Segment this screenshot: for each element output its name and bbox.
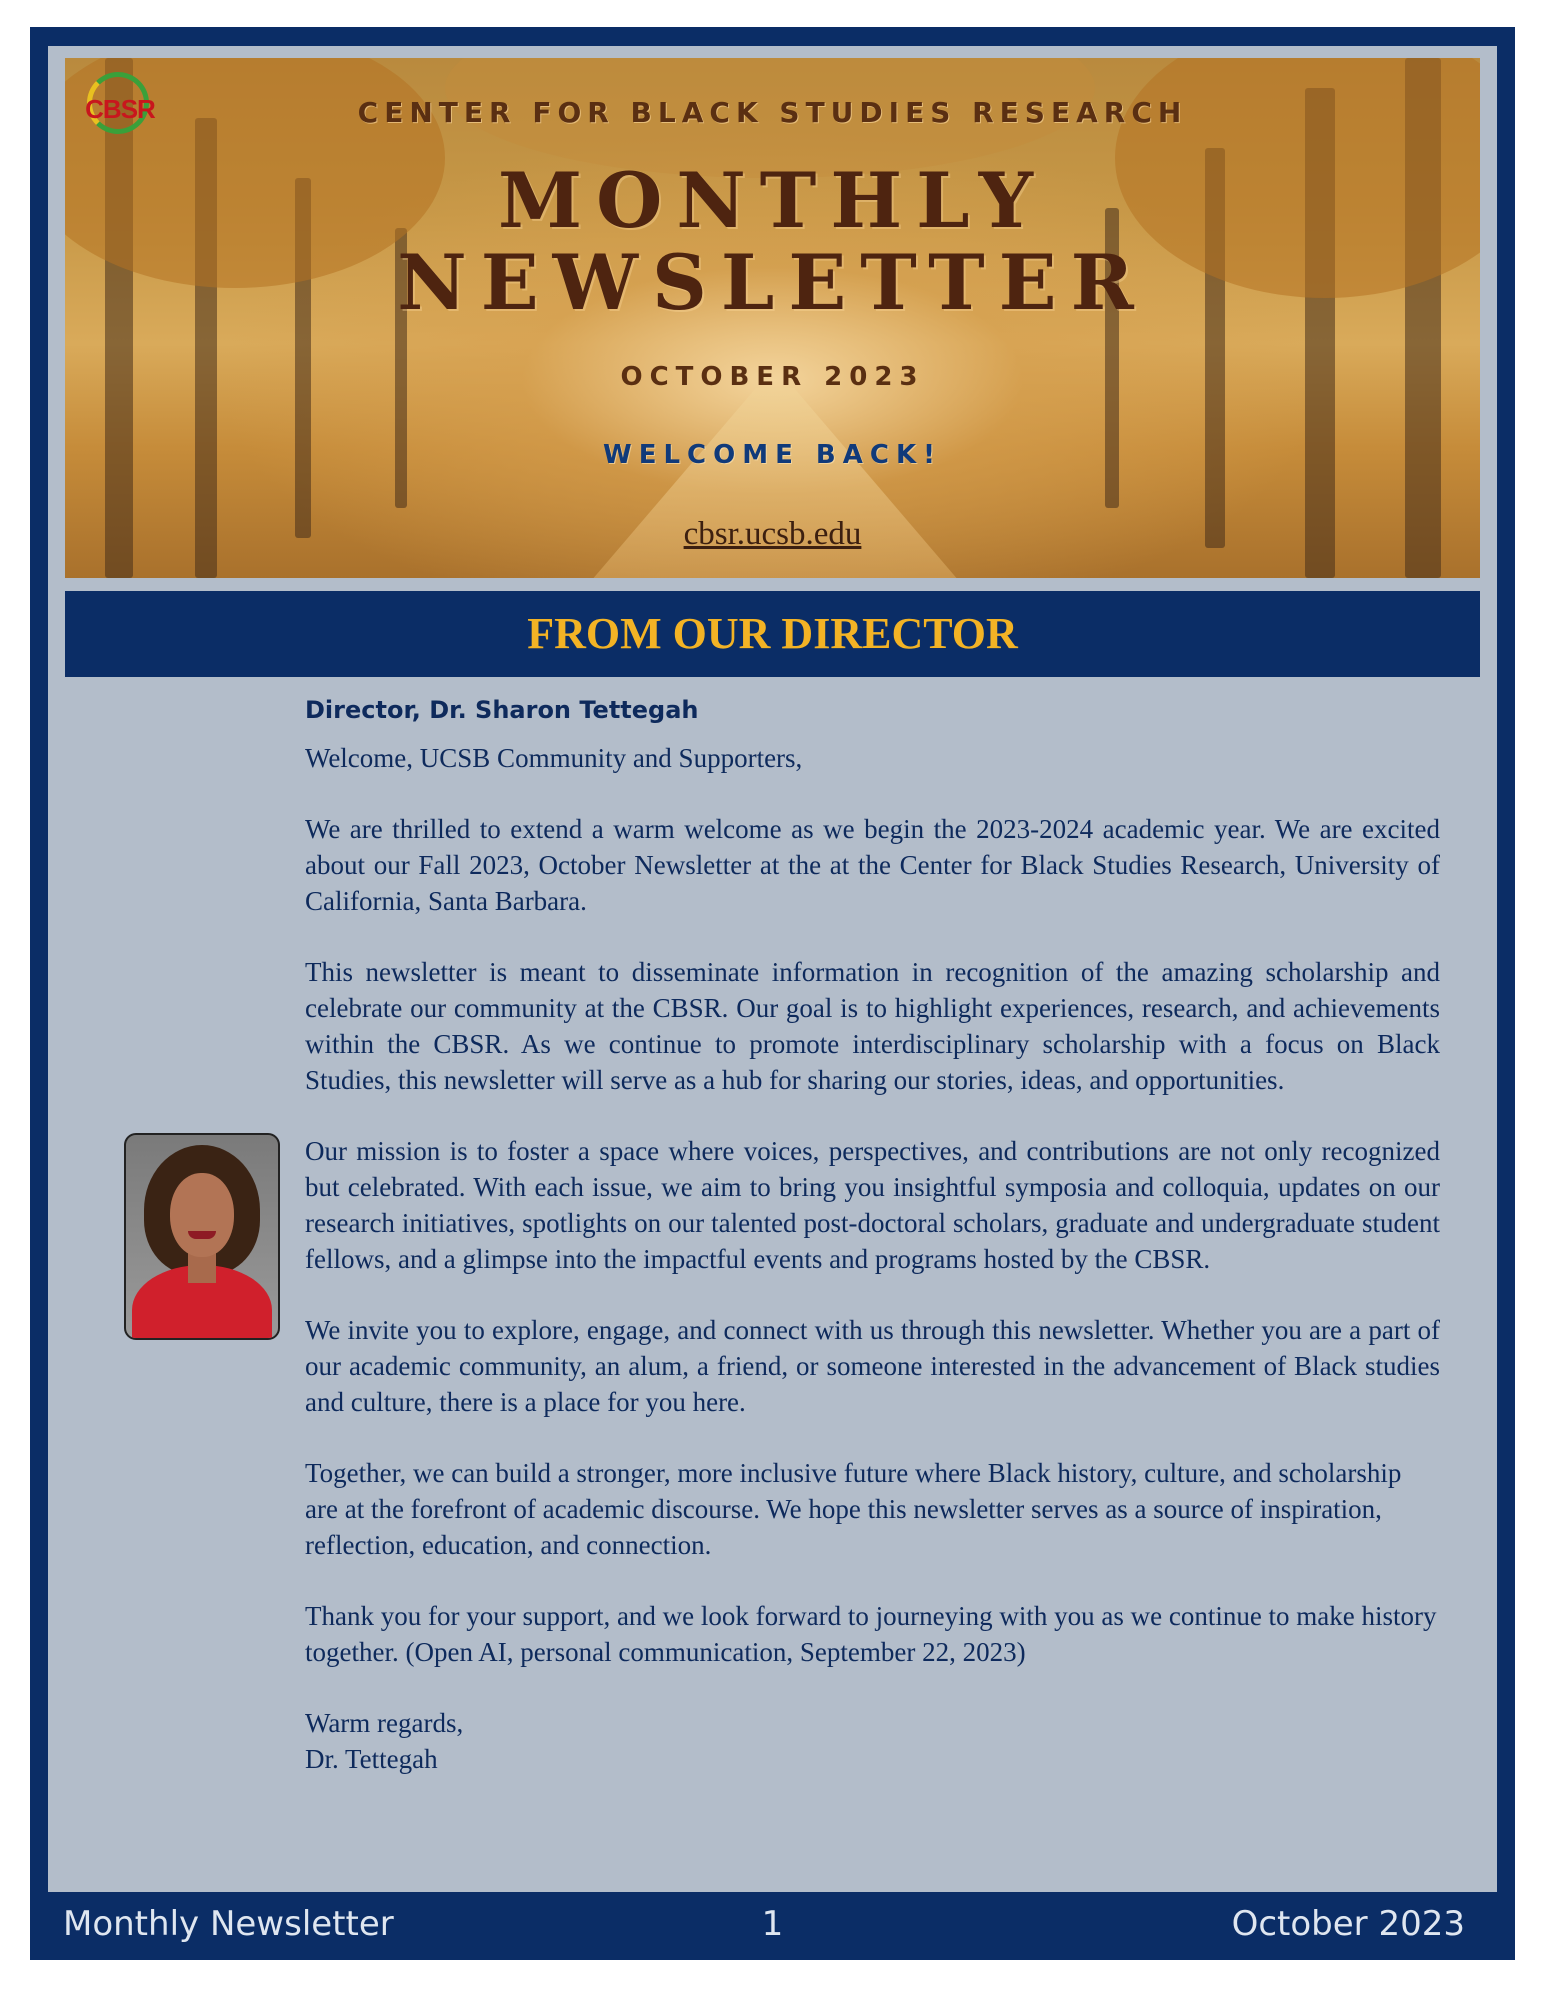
page-number: 1 bbox=[761, 1904, 784, 1944]
letter-signature: Dr. Tettegah bbox=[305, 1744, 438, 1774]
website-link[interactable]: cbsr.ucsb.edu bbox=[683, 516, 862, 552]
section-header bbox=[65, 591, 1480, 677]
newsletter-title bbox=[65, 156, 1480, 327]
letter-paragraph: Together, we can build a stronger, more inclusive future where Black history, culture, and scholarship are at the forefront of academic discourse. We hope this newsletter serves as a source of inspiration, reflection, education, and connection. bbox=[305, 1458, 1402, 1560]
director-letter bbox=[305, 690, 1440, 1777]
letter-paragraph: We are thrilled to extend a warm welcome as we begin the 2023-2024 academic year. We are excited about our Fall 2023, October Newsletter at the at the Center for Black Studies Research, University of California, Santa Barbara. bbox=[305, 814, 1440, 916]
section-title: FROM OUR DIRECTOR bbox=[527, 609, 1018, 658]
page-footer bbox=[30, 1892, 1515, 1960]
footer-date: October 2023 bbox=[1231, 1904, 1465, 1944]
header-banner bbox=[65, 58, 1480, 578]
letter-closing: Warm regards, bbox=[305, 1708, 464, 1738]
footer-publication: Monthly Newsletter bbox=[63, 1904, 394, 1944]
director-photo bbox=[124, 1133, 280, 1340]
letter-paragraph: Our mission is to foster a space where voices, perspectives, and contributions are not only recognized but celebrated. With each issue, we aim to bring you insightful symposia and colloquia, updates on our research initiatives, spotlights on our talented post-doctoral scholars, graduate and undergraduate student fellows, and a glimpse into the impactful events and programs hosted by the CBSR. bbox=[305, 1136, 1440, 1274]
logo-text: CBSR bbox=[85, 94, 155, 124]
title-line-2: NEWSLETTER bbox=[397, 238, 1148, 327]
letter-greeting: Welcome, UCSB Community and Supporters, bbox=[305, 743, 803, 773]
title-line-1: MONTHLY bbox=[498, 156, 1047, 245]
director-byline: Director, Dr. Sharon Tettegah bbox=[305, 696, 699, 724]
letter-paragraph: Thank you for your support, and we look forward to journeying with you as we continue to make history together. (Open AI, personal communication, September 22, 2023) bbox=[305, 1601, 1437, 1667]
issue-date: OCTOBER 2023 bbox=[620, 362, 925, 392]
organization-name: CENTER FOR BLACK STUDIES RESEARCH bbox=[357, 96, 1188, 129]
welcome-message: WELCOME BACK! bbox=[603, 440, 942, 470]
letter-paragraph: This newsletter is meant to disseminate information in recognition of the amazing scholarship and celebrate our community at the CBSR. Our goal is to highlight experiences, research, and achievements within the CBSR. As we continue to promote interdisciplinary scholarship with a focus on Black Studies, this newsletter will serve as a hub for sharing our stories, ideas, and opportunities. bbox=[305, 957, 1440, 1095]
letter-paragraph: We invite you to explore, engage, and connect with us through this newsletter. Whether you are a part of our academic community, an alum, a friend, or someone interested in the advancement of Black studies and culture, there is a place for you here. bbox=[305, 1315, 1440, 1417]
